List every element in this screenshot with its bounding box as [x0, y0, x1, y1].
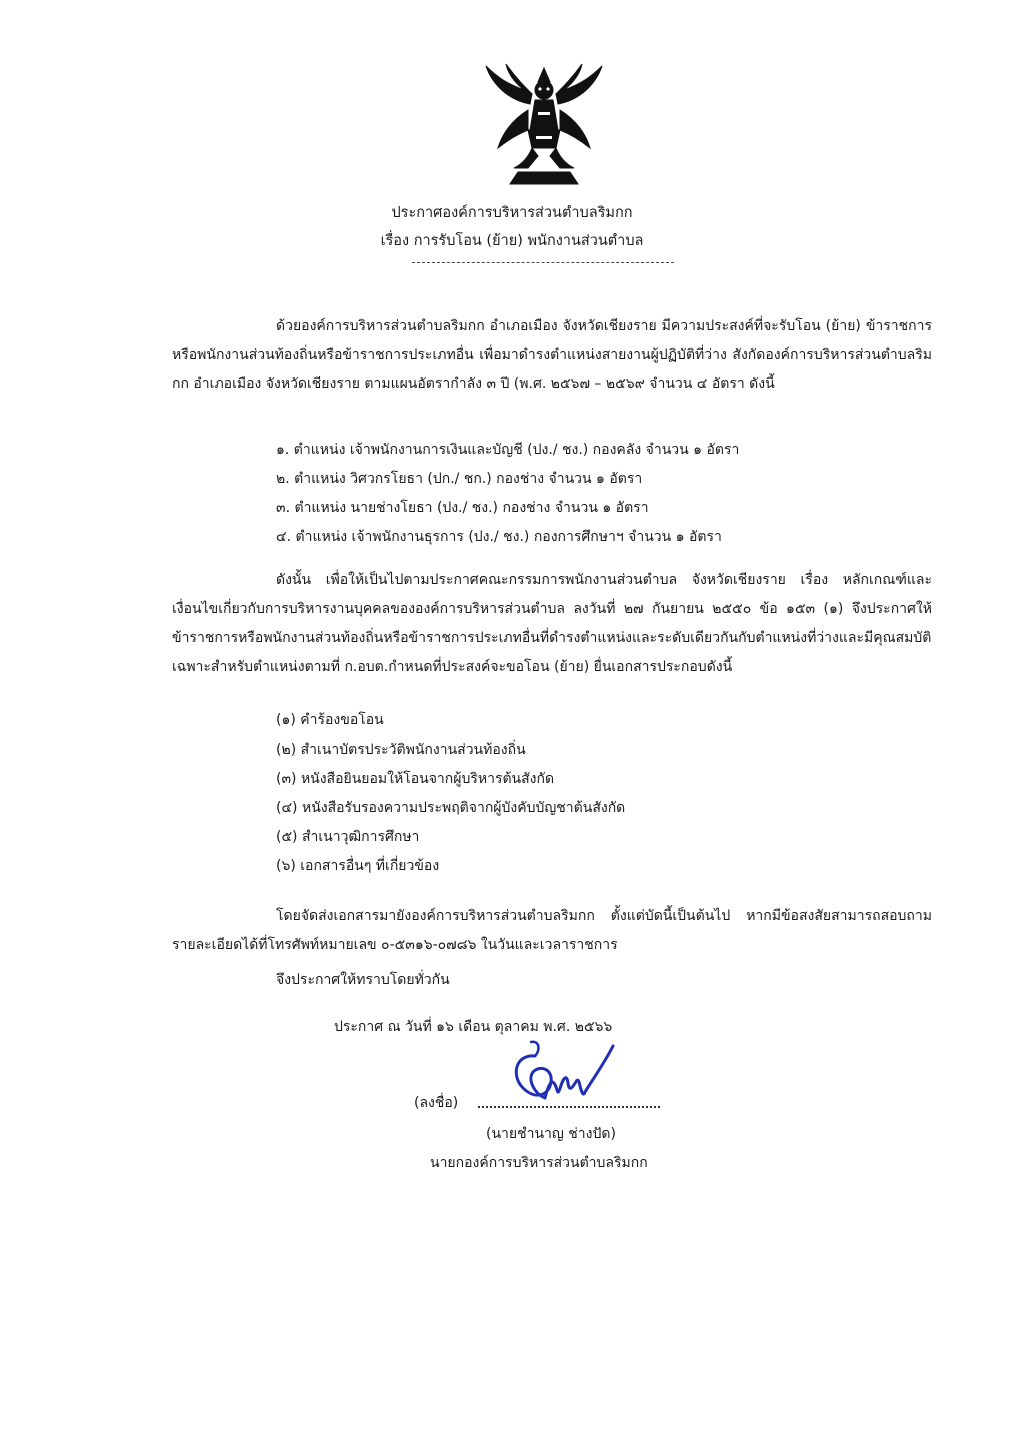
document-item: (๓) หนังสือยินยอมให้โอนจากผู้บริหารต้นสังกัด — [276, 771, 555, 787]
announcement-title: ประกาศองค์การบริหารส่วนตำบลริมกก — [391, 205, 633, 221]
closing-line: จึงประกาศให้ทราบโดยทั่วกัน — [276, 972, 450, 988]
title-divider — [412, 262, 674, 263]
handwritten-signature — [505, 1036, 617, 1126]
document-item: (๒) สำเนาบัตรประวัติพนักงานส่วนท้องถิ่น — [276, 742, 526, 758]
intro-paragraph: ด้วยองค์การบริหารส่วนตำบลริมกก อำเภอเมือง จังหวัดเชียงราย มีความประสงค์ที่จะรับโอน (ย้าย) ข้าราชการหรือพนักงานส่วนท้องถิ่นหรือข้าราชการประเภทอื่น เพื่อมาดำรงตำแหน่งสายงานผู้ปฏิบัติที่ว่าง สังกัดองค์การบริหารส่วนตำบลริมกก อำเภอเมือง จังหวัดเชียงราย ตามแผนอัตรากำลัง ๓ ปี (พ.ศ. ๒๕๖๗ – ๒๕๖๙ จำนวน ๔ อัตรา ดังนี้ — [172, 318, 932, 392]
garuda-emblem — [478, 60, 610, 190]
signer-name: (นายชำนาญ ช่างปัด) — [486, 1126, 616, 1142]
signature-label: (ลงชื่อ) — [414, 1095, 459, 1111]
position-item: ๒. ตำแหน่ง วิศวกรโยธา (ปก./ ชก.) กองช่าง จำนวน ๑ อัตรา — [276, 471, 643, 487]
criteria-paragraph: ดังนั้น เพื่อให้เป็นไปตามประกาศคณะกรรมการพนักงานส่วนตำบล จังหวัดเชียงราย เรื่อง หลักเกณฑ์และเงื่อนไขเกี่ยวกับการบริหารงานบุคคลขององค์การบริหารส่วนตำบล ลงวันที่ ๒๗ กันยายน ๒๕๕๐ ข้อ ๑๕๓ (๑) จึงประกาศให้ข้าราชการหรือพนักงานส่วนท้องถิ่นหรือข้าราชการประเภทอื่นที่ดำรงตำแหน่งและระดับเดียวกันกับตำแหน่งที่ว่างและมีคุณสมบัติเฉพาะสำหรับตำแหน่งตามที่ ก.อบต.กำหนดที่ประสงค์จะขอโอน (ย้าย) ยื่นเอกสารประกอบดังนี้ — [172, 572, 932, 675]
announcement-subject: เรื่อง การรับโอน (ย้าย) พนักงานส่วนตำบล — [380, 233, 644, 249]
document-item: (๕) สำเนาวุฒิการศึกษา — [276, 829, 420, 845]
document-item: (๔) หนังสือรับรองความประพฤติจากผู้บังคับบัญชาต้นสังกัด — [276, 800, 626, 816]
document-item: (๑) คำร้องขอโอน — [276, 712, 384, 728]
signer-title: นายกองค์การบริหารส่วนตำบลริมกก — [430, 1155, 648, 1171]
position-item: ๔. ตำแหน่ง เจ้าพนักงานธุรการ (ปง./ ชง.) กองการศึกษาฯ จำนวน ๑ อัตรา — [276, 529, 722, 545]
announcement-date: ประกาศ ณ วันที่ ๑๖ เดือน ตุลาคม พ.ศ. ๒๕๖๖ — [334, 1019, 613, 1035]
contact-paragraph: โดยจัดส่งเอกสารมายังองค์การบริหารส่วนตำบลริมกก ตั้งแต่บัดนี้เป็นต้นไป หากมีข้อสงสัยสามารถสอบถามรายละเอียดได้ที่โทรศัพท์หมายเลข ๐-๕๓๑๖-๐๗๘๖ ในวันและเวลาราชการ — [172, 908, 932, 953]
position-item: ๓. ตำแหน่ง นายช่างโยธา (ปง./ ชง.) กองช่าง จำนวน ๑ อัตรา — [276, 500, 649, 516]
position-item: ๑. ตำแหน่ง เจ้าพนักงานการเงินและบัญชี (ปง./ ชง.) กองคลัง จำนวน ๑ อัตรา — [276, 442, 740, 458]
document-item: (๖) เอกสารอื่นๆ ที่เกี่ยวข้อง — [276, 858, 440, 874]
